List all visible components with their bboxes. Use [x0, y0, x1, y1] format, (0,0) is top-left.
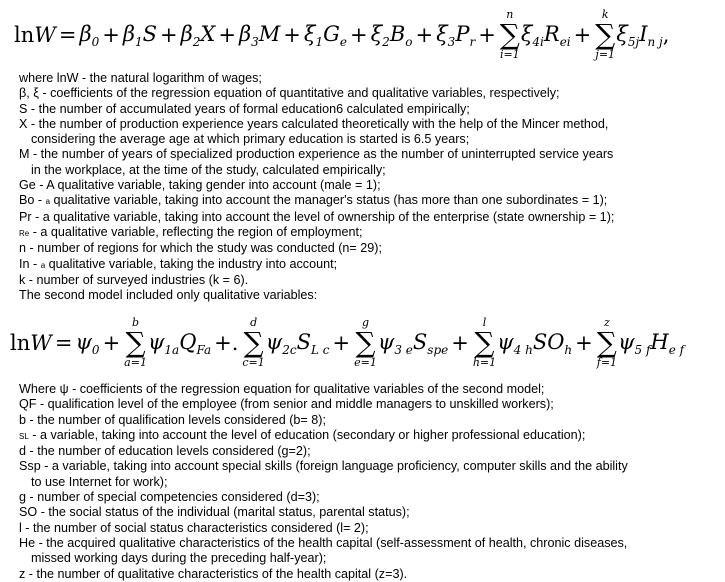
eq1-equals: =: [58, 23, 77, 47]
eq1-beta2-X: $\beta_2X$: [180, 21, 216, 49]
definitions-model-1: [19, 71, 723, 303]
eq2-psi3-Sspe: $\psi_{3 e}S_{spe}$: [377, 329, 449, 357]
def-line: Pr - a qualitative variable, taking into account the level of ownership of the enterprise (state ownership = 1);: [19, 209, 615, 224]
eq1-beta1-S: $\beta_1S$: [122, 21, 158, 49]
eq1-beta3-M: $\beta_3M$: [238, 21, 281, 49]
def-line: d - the number of education levels considered (g=2);: [19, 444, 311, 459]
eq2-psi0: $\psi_0$: [75, 329, 100, 357]
def-line: QF - qualification level of the employee (from senior and middle managers to unskilled workers);: [19, 397, 554, 412]
def-line: considering the average age at which primary education is started is 6.5 years;: [31, 132, 470, 147]
def-line: X - the number of production experience years calculated theoretically with the help of the Mincer method,: [19, 116, 609, 131]
eq1-xi2-Bo: $\xi_2B_o$: [370, 21, 413, 49]
def-line: SO - the social status of the individual (marital status, parental status);: [19, 505, 410, 520]
def-line: Bo - a qualitative variable, taking into account the manager's status (has more than one subordinates = 1);: [19, 193, 608, 208]
def-line: g - number of special competencies considered (d=3);: [19, 490, 320, 505]
def-line: SL - a variable, taking into account the level of education (secondary or higher professional education);: [19, 427, 586, 442]
def-line: k - number of surveyed industries (k = 6).: [19, 272, 249, 287]
eq2-sum-skills: g ∑ e=1: [354, 316, 377, 369]
def-line: missed working days during the preceding half-year);: [31, 551, 327, 566]
def-line: Re - a qualitative variable, reflecting the region of employment;: [19, 224, 363, 239]
def-line: l - the number of social status characteristics considered (l= 2);: [19, 520, 369, 535]
eq1-W: W: [34, 23, 56, 47]
def-line: b - the number of qualification levels considered (b= 8);: [19, 412, 326, 427]
eq1-sum-regions: n ∑ i=1: [499, 8, 520, 61]
def-line: Ge - A qualitative variable, taking gender into account (male = 1);: [19, 178, 381, 193]
def-line: Ssp - a variable, taking into account special skills (foreign language proficiency, computer skills and the ability: [19, 459, 628, 474]
eq1-ln: ln: [14, 23, 35, 47]
def-line: z - the number of qualitative characteristics of the health capital (z=3).: [19, 566, 408, 581]
eq1-xi4-Rei: $\xi_{4i}R_{ei}$: [520, 21, 571, 49]
eq2-sum-education: d ∑ c=1: [242, 316, 265, 369]
def-line: β, ξ - coefficients of the regression equation of quantitative and qualitative variables, respectively;: [19, 86, 560, 101]
eq1-xi1-Ge: $\xi_1G_e$: [303, 21, 347, 49]
eq1-xi3-Pr: $\xi_3P_r$: [436, 21, 476, 49]
def-line: where lnW - the natural logarithm of wages;: [19, 71, 262, 85]
def-line: S - the number of accumulated years of formal education6 calculated empirically;: [19, 101, 470, 116]
eq2-sum-health: z ∑ f=1: [596, 316, 618, 369]
eq1-sum-industries: k ∑ j=1: [595, 8, 616, 61]
eq2-psi2-SLc: $\psi_{2c}S_{L c}$: [265, 329, 330, 357]
def-line: He - the acquired qualitative characteristics of the health capital (self-assessment of health, chronic diseases,: [19, 535, 628, 550]
def-line: to use Internet for work);: [31, 474, 168, 489]
definitions-model-2: [19, 382, 723, 582]
eq2-sum-qualification: b ∑ a=1: [124, 316, 147, 369]
eq2-psi1-QFa: $\psi_{1a}Q_{Fa}$: [147, 329, 212, 357]
eq2-W: W: [30, 331, 52, 355]
eq2-ln: ln: [10, 331, 31, 355]
def-line: in the workplace, at the time of the study, calculated empirically;: [31, 162, 386, 177]
eq1-beta0: $\beta_0$: [79, 21, 100, 49]
def-line: M - the number of years of specialized production experience as the number of uninterrupted service years: [19, 147, 614, 162]
eq2-psi4-SOh: $\psi_{4 h}SO_h$: [497, 329, 573, 357]
def-line: The second model included only qualitative variables:: [19, 288, 318, 303]
def-line: Where ψ - coefficients of the regression equation for qualitative variables of the second model;: [19, 382, 545, 396]
eq1-xi5-Inj: $\xi_{5j}I_{n j}$: [616, 21, 663, 49]
equation-wage-model-2: ln W = $\psi_0$ + b ∑ a=1 $\psi_{1a}Q_{Fa}$ +. d ∑ c=1 $\psi_{2c}S_{L c}$ + g ∑ e=1 $\psi_{3 e}S_{spe}$ + l ∑ h=1 $\psi_{4 h}SO_h$ + z ∑ f=1 $\psi_{5 f}H_{e f}$: [10, 316, 685, 369]
eq2-sum-social: l ∑ h=1: [472, 316, 497, 369]
def-line: n - number of regions for which the study was conducted (n= 29);: [19, 241, 382, 256]
def-line: In - a qualitative variable, taking the industry into account;: [19, 256, 338, 271]
equation-wage-model-1: ln W = $\beta_0$ + $\beta_1S$ + $\beta_2X$ + $\beta_3M$ + $\xi_1G_e$ + $\xi_2B_o$ + $\xi_3P_r$ + n ∑ i=1 $\xi_{4i}R_{ei}$ + k ∑ j=1 $\xi_{5j}I_{n j}$ ,: [14, 8, 670, 61]
eq2-psi5-Hef: $\psi_{5 f}H_{e f}$: [618, 329, 685, 357]
